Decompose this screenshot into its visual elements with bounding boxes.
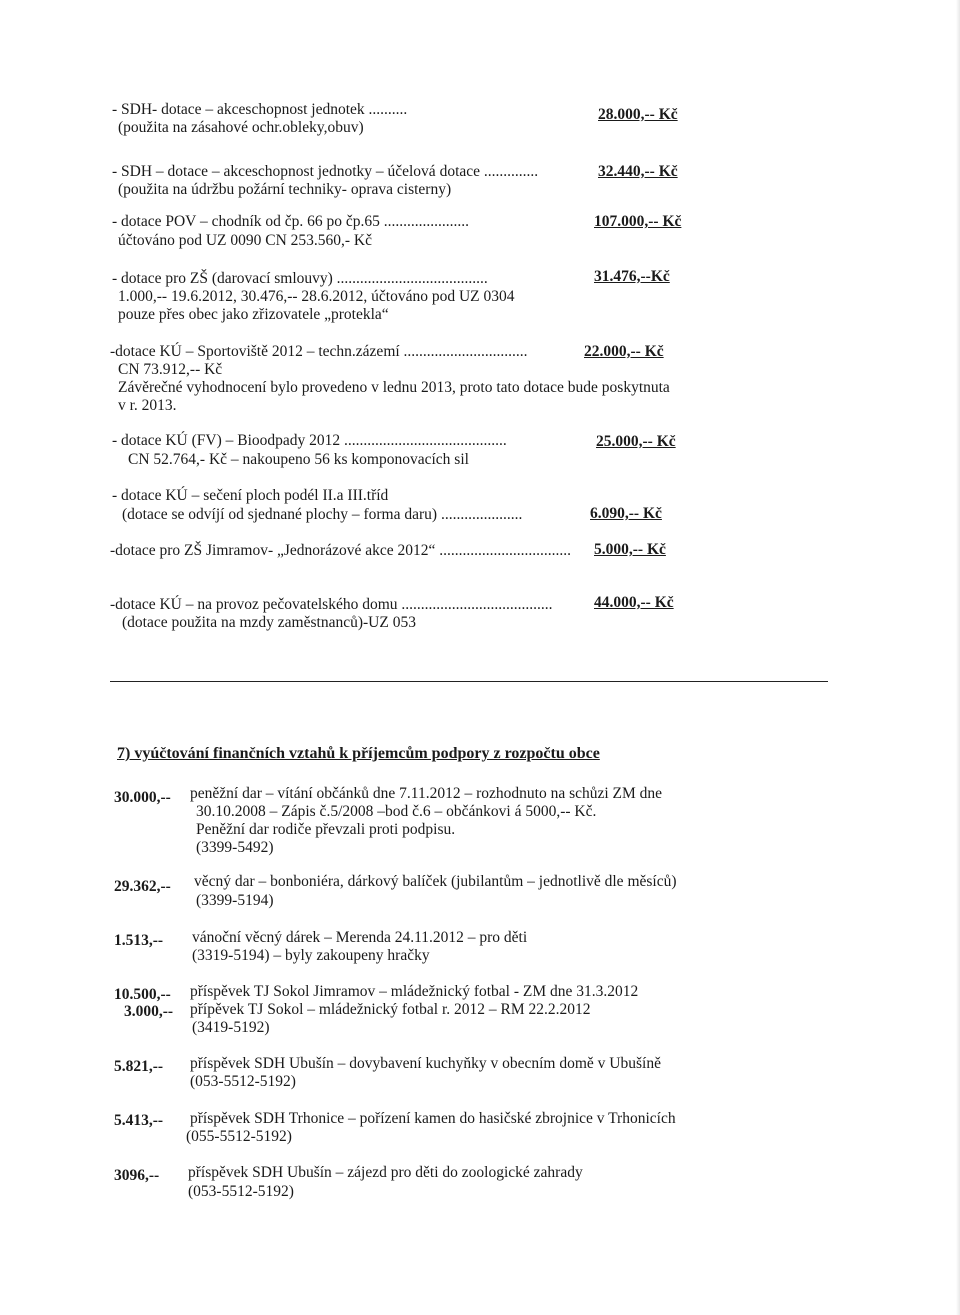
payment-line: peněžní dar – vítání občánků dne 7.11.2012 – rozhodnuto na schůzi ZM dne: [190, 785, 663, 802]
payment-line: (3319-5194) – byly zakoupeny hračky: [192, 947, 430, 964]
grant-amount: 31.476,--Kč: [594, 268, 670, 285]
payment-line: (053-5512-5192): [190, 1073, 296, 1090]
payment-line: (053-5512-5192): [188, 1183, 294, 1200]
grant-line: (dotace se odvíjí od sjednané plochy – forma daru) .....................: [122, 506, 523, 523]
payment-amount: 29.362,--: [114, 878, 171, 895]
payment-line: Peněžní dar rodiče převzali proti podpisu.: [196, 821, 456, 838]
section-heading: 7) vyúčtování finančních vztahů k příjemcům podpory z rozpočtu obce: [117, 745, 600, 762]
payment-line: (3399-5492): [196, 839, 274, 856]
grant-amount: 22.000,-- Kč: [584, 343, 664, 360]
payment-line: příspěvek SDH Ubušín – zájezd pro děti do zoologické zahrady: [188, 1164, 583, 1181]
grant-line: - dotace KÚ (FV) – Bioodpady 2012 ..........................................: [112, 432, 507, 449]
payment-amount: 30.000,--: [114, 789, 171, 806]
payment-amount: 5.413,--: [114, 1112, 164, 1129]
grant-line: účtováno pod UZ 0090 CN 253.560,- Kč: [118, 232, 372, 249]
grant-line: - dotace KÚ – sečení ploch podél II.a III.tříd: [112, 487, 389, 504]
payment-amount: 3096,--: [114, 1167, 160, 1184]
payment-line: (3419-5192): [192, 1019, 270, 1036]
grant-amount: 32.440,-- Kč: [598, 163, 678, 180]
section-divider: [110, 681, 828, 682]
payment-line: (055-5512-5192): [186, 1128, 292, 1145]
payment-line: příspěvek TJ Sokol Jimramov – mládežnický fotbal - ZM dne 31.3.2012: [190, 983, 639, 1000]
grant-amount: 44.000,-- Kč: [594, 594, 674, 611]
payment-amount: 3.000,--: [124, 1003, 174, 1020]
grant-amount: 25.000,-- Kč: [596, 433, 676, 450]
payment-amount: 5.821,--: [114, 1058, 164, 1075]
payment-line: vánoční věcný dárek – Merenda 24.11.2012 – pro děti: [192, 929, 528, 946]
payment-amount: 10.500,--: [114, 986, 171, 1003]
grant-line: - SDH – dotace – akceschopnost jednotky – účelová dotace ..............: [112, 163, 539, 180]
grant-line: -dotace KÚ – Sportoviště 2012 – techn.zázemí ................................: [110, 343, 528, 360]
payment-line: 30.10.2008 – Zápis č.5/2008 –bod č.6 – občánkovi á 5000,-- Kč.: [196, 803, 597, 820]
grant-line: (dotace použita na mzdy zaměstnanců)-UZ 053: [122, 614, 416, 631]
payment-line: příspěvek SDH Ubušín – dovybavení kuchyňky v obecním domě v Ubušíně: [190, 1055, 661, 1072]
grant-amount: 6.090,-- Kč: [590, 505, 662, 522]
grant-line: (použita na údržbu požární techniky- oprava cisterny): [118, 181, 452, 198]
payment-amount: 1.513,--: [114, 932, 164, 949]
payment-line: věcný dar – bonboniéra, dárkový balíček (jubilantům – jednotlivě dle měsíců): [194, 873, 677, 890]
payment-line: příspěvek SDH Trhonice – pořízení kamen do hasičské zbrojnice v Trhonicích: [190, 1110, 676, 1127]
grant-line: CN 52.764,- Kč – nakoupeno 56 ks komponovacích sil: [128, 451, 469, 468]
grant-line: (použita na zásahové ochr.obleky,obuv): [118, 119, 364, 136]
payment-line: (3399-5194): [196, 892, 274, 909]
grant-amount: 5.000,-- Kč: [594, 541, 666, 558]
grant-amount: 28.000,-- Kč: [598, 106, 678, 123]
grant-line: 1.000,-- 19.6.2012, 30.476,-- 28.6.2012, účtováno pod UZ 0304: [118, 288, 515, 305]
grant-line: -dotace KÚ – na provoz pečovatelského domu .......................................: [110, 596, 553, 613]
grant-line: Závěrečné vyhodnocení bylo provedeno v lednu 2013, proto tato dotace bude poskytnuta: [118, 379, 670, 396]
grant-line: CN 73.912,-- Kč: [118, 361, 223, 378]
grant-line: - dotace pro ZŠ (darovací smlouvy) .......................................: [112, 270, 488, 287]
grant-line: - dotace POV – chodník od čp. 66 po čp.65 ......................: [112, 213, 470, 230]
grant-line: - SDH- dotace – akceschopnost jednotek ..........: [112, 101, 408, 118]
grant-line: pouze přes obec jako zřizovatele „protekla“: [118, 306, 389, 323]
payment-line: přípěvek TJ Sokol – mládežnický fotbal r. 2012 – RM 22.2.2012: [190, 1001, 591, 1018]
grant-line: v r. 2013.: [118, 397, 177, 414]
scan-edge: [956, 0, 960, 1315]
grant-line: -dotace pro ZŠ Jimramov- „Jednorázové akce 2012“ ..................................: [110, 542, 571, 559]
grant-amount: 107.000,-- Kč: [594, 213, 682, 230]
